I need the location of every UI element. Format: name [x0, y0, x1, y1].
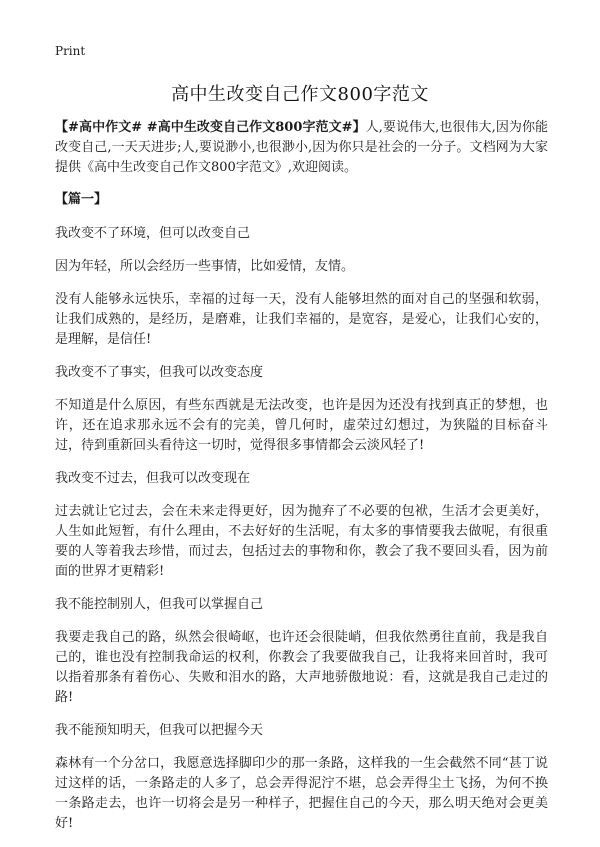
paragraph: 因为年轻，所以会经历一些事情，比如爱情，友情。 [55, 259, 355, 274]
paragraph: 我改变不了事实，但我可以改变态度 [55, 365, 264, 380]
paragraph: 不知道是什么原因，有些东西就是无法改变，也许是因为还没有找到真正的梦想，也许，还在追求那永远不会有的完美，曾几何时，虚荣过幻想过，为狭隘的目标奋斗过，待到重新回头看待这一切时，觉得很多事情都会云淡风轻了! [55, 398, 548, 453]
paragraph: 没有人能够永远快乐，幸福的过每一天，没有人能够坦然的面对自己的坚强和软弱，让我们成熟的，是经历，是磨难，让我们幸福的，是宽容，是爱心，让我们心安的，是理解，是信任! [55, 292, 548, 347]
paragraph: 我要走我自己的路，纵然会很崎岖，也许还会很陡峭，但我依然勇往直前，我是我自己的，谁也没有控制我命运的权利，你教会了我要做我自己，让我将来回首时，我可以指着那条有着伤心、失败和泪水的路，大声地骄傲地说：看，这就是我自己走过的路! [55, 630, 548, 705]
paragraph: 我不能预知明天，但我可以把握今天 [55, 723, 264, 738]
paragraph: 森林有一个分岔口，我愿意选择脚印少的那一条路，这样我的一生会截然不同“甚丁说过这样的话，一条路走的人多了，总会弄得泥泞不堪，总会弄得尘土飞扬，为何不换一条路走去，也许一切将会是另一种样子，把握住自己的今天，那么明天绝对会更美好! [55, 756, 548, 831]
paragraph: 我改变不了环境，但可以改变自己 [55, 226, 251, 241]
page-title: 高中生改变自己作文800字范文 [171, 84, 429, 105]
paragraph: 我改变不过去，但我可以改变现在 [55, 471, 251, 486]
intro-tags: 【#高中作文# #高中生改变自己作文800字范文#】 [55, 120, 366, 135]
section-heading: 【篇一】 [55, 192, 108, 207]
article-body [55, 118, 548, 847]
print-link[interactable]: Print [55, 44, 86, 58]
intro-paragraph [55, 118, 548, 178]
paragraph: 我不能控制别人，但我可以掌握自己 [55, 597, 264, 612]
paragraph: 过去就让它过去，会在未来走得更好，因为抛弃了不必要的包袱，生活才会更美好，人生如此短暂，有什么理由，不去好好的生活呢，有太多的事情要我去做呢，有很重要的人等着我去珍惜，而过去，包括过去的事物和你，教会了我不要回头看，因为前面的世界才更精彩! [55, 504, 548, 579]
intro-text: 人,要说伟大,也很伟大,因为你能改变自己,一天天进步;人,要说渺小,也很渺小,因为你只是社会的一分子。文档网为大家提供《高中生改变自己作文800字范文》,欢迎阅读。 [55, 120, 549, 175]
